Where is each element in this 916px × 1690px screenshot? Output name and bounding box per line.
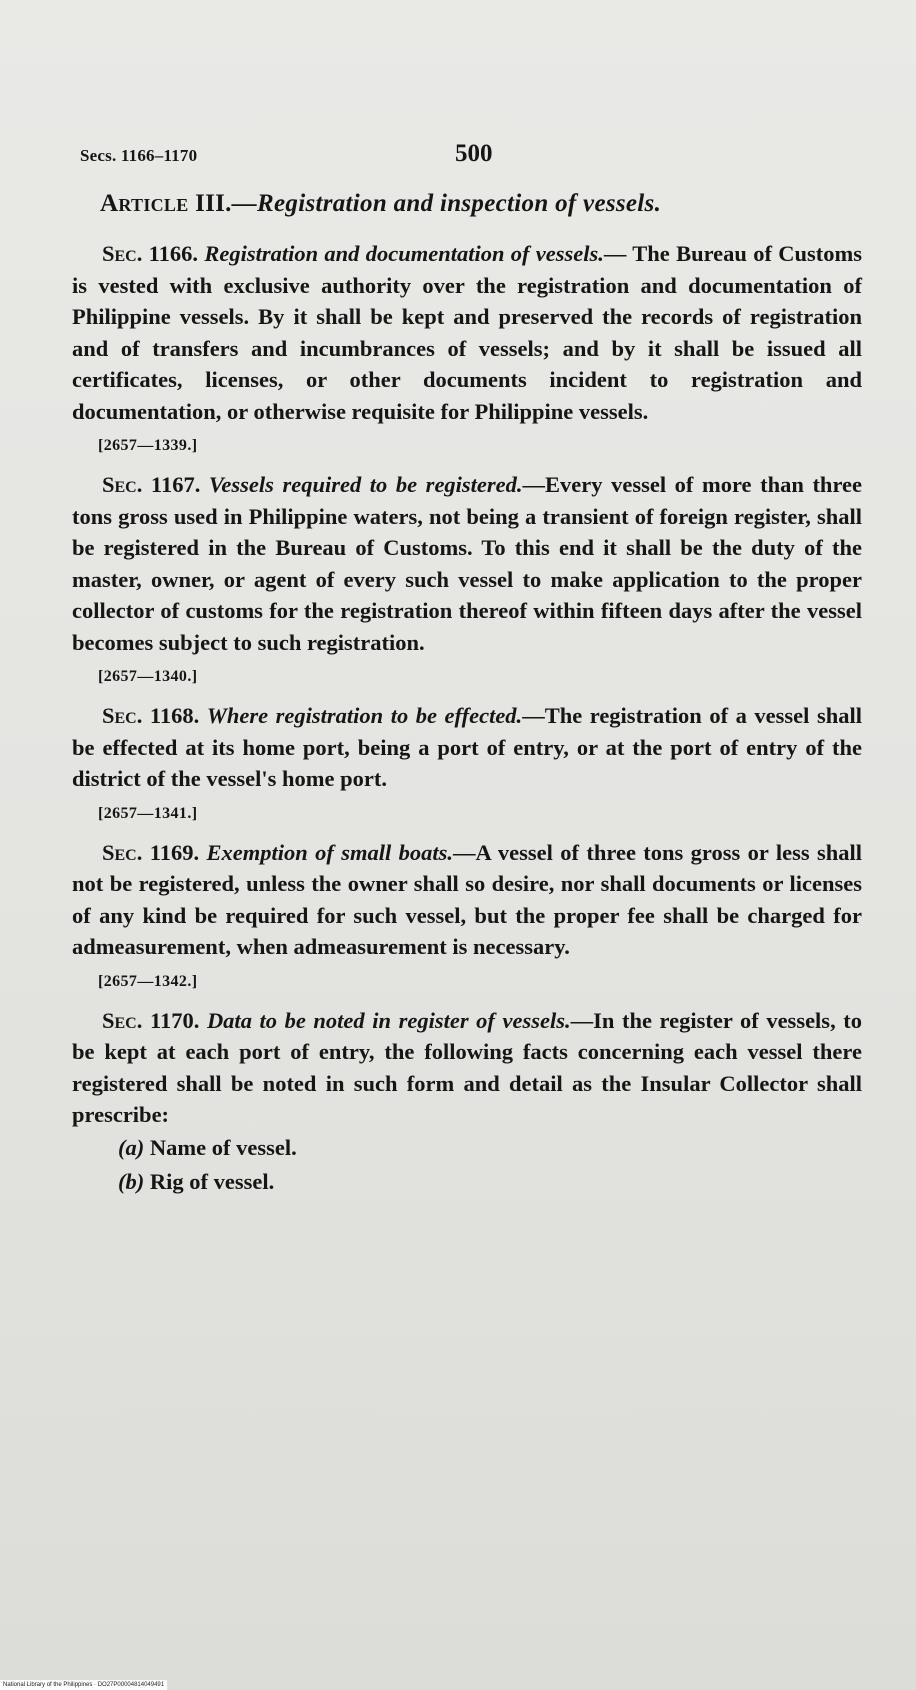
- article-heading: [100, 190, 860, 218]
- section-text: —A vessel of three tons gross or less shall not be registered, unless the owner shall so desire, nor shall documents or licenses of any kind be required for such vessel, but the proper fee shall be charged for admeasurement, when admeasurement is necessary.: [72, 839, 862, 959]
- article-label: Article III.: [100, 190, 232, 217]
- section-1169: [72, 837, 862, 963]
- section-range: Secs. 1166–1170: [80, 146, 198, 165]
- section-text: —Every vessel of more than three tons gross used in Philippine waters, not being a transient of foreign register, shall be registered in the Bureau of Customs. To this end it shall be the duty of the master, owner, or agent of every such vessel to make application to the proper collector of customs for the registration thereof within fifteen days after the vessel becomes subject to such registration.: [72, 472, 862, 655]
- section-heading: Exemption of small boats.: [206, 839, 454, 865]
- list-item-text: Name of vessel.: [149, 1134, 297, 1160]
- section-1170: [72, 1005, 862, 1131]
- scan-footer: National Library of the Philippines · DO27P00004814049491: [0, 1680, 167, 1690]
- section-citation: [2657—1341.]: [98, 804, 198, 822]
- section-1167: [72, 469, 862, 658]
- section-1168: [72, 700, 862, 795]
- section-label: Sec. 1169.: [102, 839, 200, 865]
- list-item-letter: (b): [118, 1168, 145, 1194]
- section-citation: [2657—1339.]: [98, 437, 198, 454]
- running-head: [80, 140, 860, 170]
- section-label: Sec. 1167.: [102, 472, 201, 497]
- list-item-letter: (a): [118, 1134, 145, 1160]
- section-heading: Data to be noted in register of vessels.: [206, 1007, 571, 1033]
- section-label: Sec. 1168.: [102, 703, 200, 728]
- section-citation: [2657—1340.]: [98, 668, 198, 685]
- section-heading: Where registration to be effected.: [206, 703, 523, 728]
- section-heading: Registration and documentation of vessels.: [204, 241, 604, 266]
- section-label: Sec. 1166.: [102, 241, 199, 266]
- section-1166: [72, 238, 862, 427]
- section-citation: [2657—1342.]: [98, 972, 198, 990]
- section-heading: Vessels required to be registered.: [208, 472, 523, 497]
- article-title: —Registration and inspection of vessels.: [231, 190, 662, 217]
- section-text: —The registration of a vessel shall be effected at its home port, being a port of entry, or at the port of entry of the district of the vessel's home port.: [72, 703, 862, 791]
- list-item-text: Rig of vessel.: [149, 1168, 275, 1194]
- list-item: [118, 1165, 862, 1199]
- section-text: —In the register of vessels, to be kept at each port of entry, the following facts concerning each vessel there registered shall be noted in such form and detail as the Insular Collector shall prescribe:: [72, 1007, 863, 1127]
- list-item: [118, 1131, 862, 1165]
- document-body: [72, 238, 862, 1199]
- section-text: — The Bureau of Customs is vested with exclusive authority over the registration and documentation of Philippine vessels. By it shall be kept and preserved the records of registration and of transfers and incumbrances of vessels; and by it shall be issued all certificates, licenses, or other documents incident to registration and documentation, or otherwise requisite for Philippine vessels.: [72, 241, 863, 424]
- section-label: Sec. 1170.: [102, 1007, 200, 1033]
- page-number: 500: [455, 140, 493, 167]
